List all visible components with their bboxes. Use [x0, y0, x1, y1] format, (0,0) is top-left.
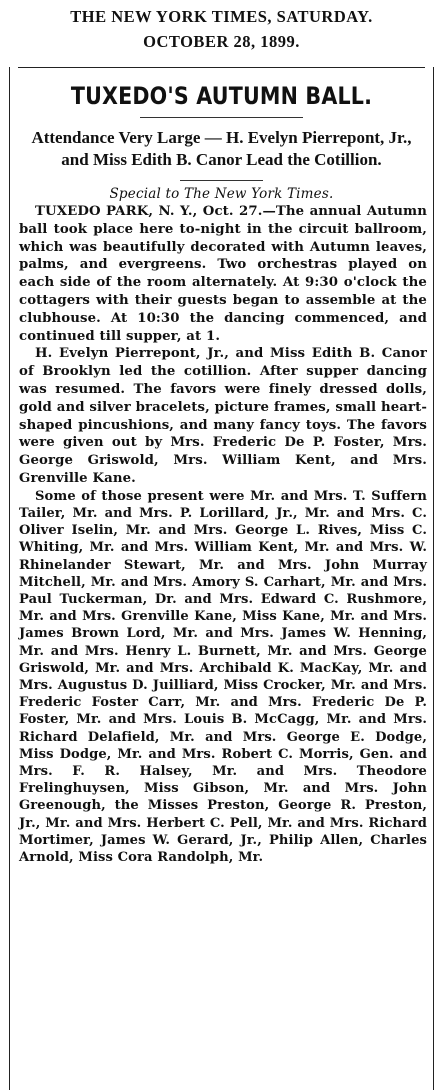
- article-body: [19, 203, 427, 866]
- article-paragraph: H. Evelyn Pierrepont, Jr., and Miss Edith B. Canor of Brooklyn led the cotillion. After supper dancing was resumed. The favors were finely dressed dolls, gold and silver bracelets, picture frames, small heart-shaped pincushions, and many fancy toys. The favors were given out by Mrs. Frederic De P. Foster, Mrs. George Griswold, Mrs. William Kent, and Mrs. Grenville Kane.: [19, 346, 427, 486]
- special-credit: Special to The New York Times.: [109, 186, 334, 202]
- article-paragraph: TUXEDO PARK, N. Y., Oct. 27.—The annual Autumn ball took place here to-night in the circuit ballroom, which was beautifully decorated with Autumn leaves, palms, and evergreens. Two orchestras played on each side of the room alternately. At 9:30 o'clock the cottagers with their guests began to assemble at the clubhouse. At 10:30 the dancing commenced, and continued till supper, at 1.: [19, 204, 427, 344]
- article-headline: TUXEDO'S AUTUMN BALL.: [70, 82, 373, 110]
- masthead-paper-date: THE NEW YORK TIMES, SATURDAY.: [70, 7, 373, 26]
- deck-rule: [180, 180, 263, 181]
- headline-rule: [140, 117, 303, 118]
- article-deck: Attendance Very Large — H. Evelyn Pierrepont, Jr., and Miss Edith B. Canor Lead the Cotillion.: [31, 128, 412, 169]
- article-paragraph: Some of those present were Mr. and Mrs. T. Suffern Tailer, Mr. and Mrs. P. Lorillard, Jr., Mr. and Mrs. C. Oliver Iselin, Mr. and Mrs. George L. Rives, Miss C. Whiting, Mr. and Mrs. William Kent, Mr. and Mrs. W. Rhinelander Stewart, Mr. and Mrs. John Murray Mitchell, Mr. and Mrs. Amory S. Carhart, Mr. and Mrs. Paul Tuckerman, Dr. and Mrs. Edward C. Rushmore, Mr. and Mrs. Grenville Kane, Miss Kane, Mr. and Mrs. James Brown Lord, Mr. and Mrs. James W. Henning, Mr. and Mrs. Henry L. Burnett, Mr. and Mrs. George Griswold, Mr. and Mrs. Archibald K. MacKay, Mr. and Mrs. Augustus D. Juilliard, Miss Crocker, Mr. and Mrs. Frederic Foster Carr, Mr. and Mrs. Frederic De P. Foster, Mr. and Mrs. Louis B. McCagg, Mr. and Mrs. Richard Delafield, Mr. and Mrs. George E. Dodge, Miss Dodge, Mr. and Mrs. Robert C. Morris, Gen. and Mrs. F. R. Halsey, Mr. and Mrs. Theodore Frelinghuysen, Miss Gibson, Mr. and Mrs. John Greenough, the Misses Preston, George R. Preston, Jr., Mr. and Mrs. Herbert C. Pell, Mr. and Mrs. Richard Mortimer, James W. Gerard, Jr., Philip Allen, Charles Arnold, Miss Cora Randolph, Mr.: [19, 488, 427, 866]
- masthead: [0, 6, 443, 53]
- column-top-rule: [18, 67, 425, 68]
- article-column: [9, 67, 434, 1090]
- masthead-issue-date: OCTOBER 28, 1899.: [143, 32, 300, 51]
